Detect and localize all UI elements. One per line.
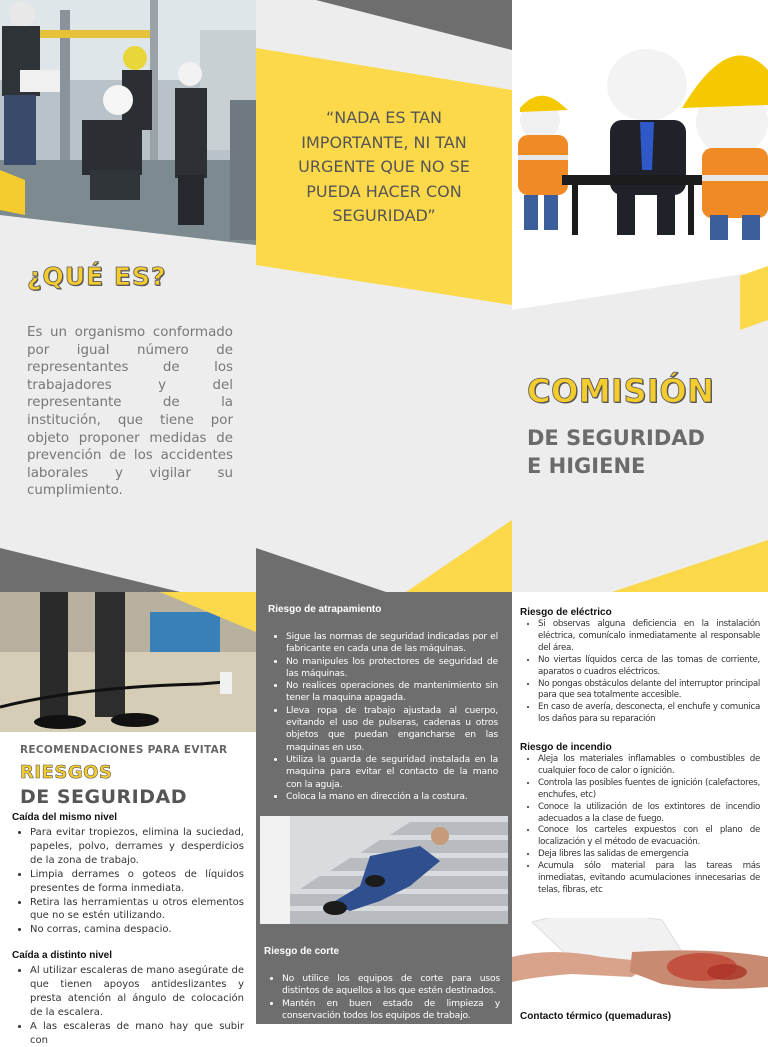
safety-meeting-illustration: [512, 30, 768, 245]
que-es-heading: ¿QUÉ ES?: [27, 262, 167, 291]
dark-corner-shape: [0, 548, 256, 592]
que-es-body: Es un organismo conformado por igual número de representantes de los trabajadores y del representante de la institución, que tiene por objeto proponer medidas de prevención de los accidentes laborales y vigilar su cumplimiento.: [27, 325, 233, 499]
list-item: • Retira las herramientas u otros elementos que no se estén utilizando.: [30, 896, 244, 924]
stairs-fall-photo: [260, 816, 508, 924]
atrapamiento-section: [268, 604, 498, 803]
list-item: • Controla las posibles fuentes de ignición (calefactores, enchufes, etc): [538, 778, 760, 802]
electrico-section: [520, 607, 760, 726]
list-item: • Deja libres las salidas de emergencia: [538, 849, 760, 861]
section-title: Caída a distinto nivel: [12, 950, 113, 961]
panel-quote: [256, 0, 512, 592]
termico-title: Contacto térmico (quemaduras): [520, 1011, 672, 1022]
panel-que-es: [0, 0, 256, 592]
section-title: Caída del mismo nivel: [12, 812, 118, 823]
recommendations-heading: RECOMENDACIONES PARA EVITAR: [20, 744, 228, 756]
list-item: • A las escaleras de mano hay que subir con: [30, 1020, 244, 1047]
safety-quote: [256, 106, 512, 229]
list-item: • No viertas líquidos cerca de las tomas de corriente, aparatos o cuadros eléctricos.: [538, 655, 760, 679]
list-item: • Lleva ropa de trabajo ajustada al cuerpo, evitando el uso de pulseras, cadenas u otros objetos que puedan engancharse en las maquinas en uso.: [286, 705, 498, 754]
section-title: Riesgo de corte: [264, 946, 340, 957]
list-item: • Utiliza la guarda de seguridad instalada en la maquina para evitar el contacto de la mano con la aguja.: [286, 754, 498, 791]
incendio-section: [520, 742, 760, 897]
quote-line: URGENTE QUE NO SE: [298, 157, 470, 176]
quote-line: IMPORTANTE, NI TAN: [301, 132, 467, 152]
list-item: • No utilice los equipos de corte para usos distintos de aquellos a los que estén destinados.: [282, 973, 500, 998]
workers-photo: [0, 0, 256, 245]
section-title: Riesgo de incendio: [520, 742, 612, 753]
tripping-cable-photo: [0, 592, 256, 732]
list-item: • En caso de avería, desconecta, el enchufe y comunica los daños para su reparación: [538, 702, 760, 726]
list-item: • Limpia derrames o goteos de líquidos presentes de forma inmediata.: [30, 868, 244, 896]
panel-electrico-incendio: [512, 592, 768, 1024]
subtitle-line: DE SEGURIDAD: [527, 426, 705, 450]
section-title: Riesgo de atrapamiento: [268, 604, 382, 615]
quote-line: SEGURIDAD”: [332, 206, 436, 225]
list-item: • Si observas alguna deficiencia en la instalación eléctrica, comunícalo inmediatamente al responsable del área.: [538, 619, 760, 655]
subtitle-line: E HIGIENE: [527, 454, 646, 478]
quote-line: “NADA ES TAN: [325, 108, 443, 127]
corte-section: [264, 946, 500, 1022]
list-item: • Mantén en buen estado de limpieza y conservación todos los equipos de trabajo.: [282, 998, 500, 1023]
list-item: • Al utilizar escaleras de mano asegúrate de que tienen apoyos antideslizantes y presta atención al ángulo de colocación de la escalera.: [30, 964, 244, 1020]
panel-recomendaciones: [0, 592, 256, 1046]
riesgos-heading: RIESGOS: [20, 762, 113, 783]
list-item: • Coloca la mano en dirección a la costura.: [286, 791, 498, 803]
list-item: • No realices operaciones de mantenimiento sin tener la maquina apagada.: [286, 680, 498, 705]
quote-background-shape: [256, 0, 512, 592]
list-item: • No pongas obstáculos delante del interruptor principal para que sea totalmente accesible.: [538, 679, 760, 703]
section-title: Riesgo de eléctrico: [520, 607, 612, 618]
comision-title: COMISIÓN: [527, 372, 715, 410]
list-item: • Sigue las normas de seguridad indicadas por el fabricante en cada una de las máquinas.: [286, 631, 498, 656]
quote-line: PUEDA HACER CON: [306, 181, 462, 201]
list-item: • No corras, camina despacio.: [30, 923, 244, 937]
list-item: • Aleja los materiales inflamables o combustibles de cualquier foco de calor o ignición.: [538, 754, 760, 778]
list-item: • No manipules los protectores de seguridad de las máquinas.: [286, 656, 498, 681]
list-item: • Acumula sólo material para las tareas más inmediatas, evitando acumulaciones innecesarias de telas, fibras, etc: [538, 861, 760, 897]
list-item: • Conoce los carteles expuestos con el plano de localización y el método de evacuación.: [538, 825, 760, 849]
burn-injury-photo: [512, 912, 768, 1002]
panel-atrapamiento-corte: [256, 592, 512, 1024]
caida-mismo-nivel-section: [12, 812, 244, 937]
de-seguridad-heading: DE SEGURIDAD: [20, 786, 187, 808]
comision-subtitle: [527, 424, 705, 480]
list-item: • Para evitar tropiezos, elimina la suciedad, papeles, polvo, derrames y desperdicios de la zona de trabajo.: [30, 826, 244, 868]
list-item: • Conoce la utilización de los extintores de incendio adecuados a la clase de fuego.: [538, 802, 760, 826]
caida-distinto-nivel-section: [12, 950, 244, 1047]
panel-cover: [512, 0, 768, 592]
